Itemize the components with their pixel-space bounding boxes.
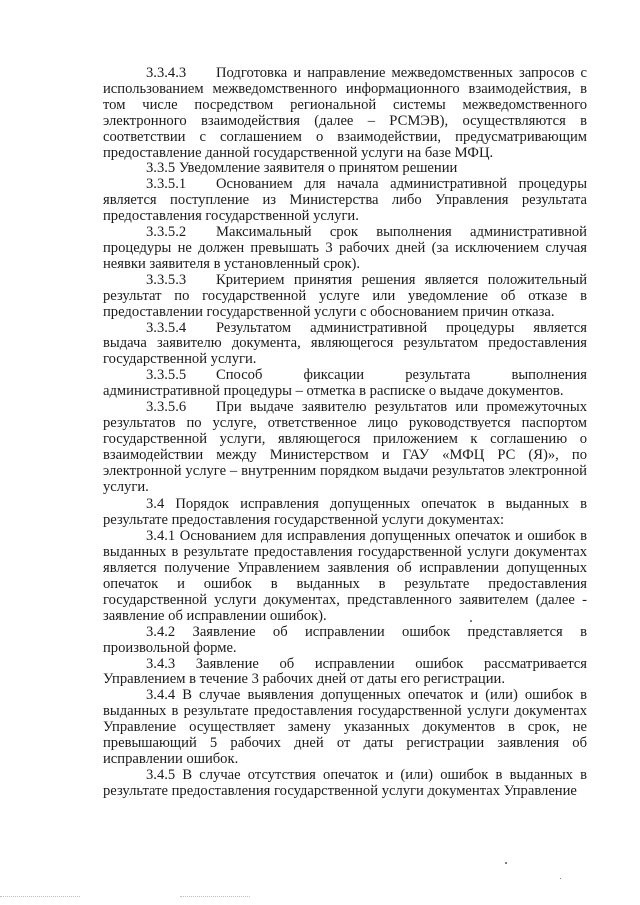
paragraph-number: 3.3.5.2	[146, 224, 187, 241]
paragraph-number: 3.3.5.3	[146, 271, 187, 288]
paragraph-3-3-5-6	[103, 400, 587, 495]
scan-edge-line	[180, 896, 250, 897]
paragraph-3-3-5-1	[103, 177, 587, 225]
paragraph-text: 3.4.5 В случае отсутствия опечаток и (или) ошибок в выданных в результате предоставления государственной услуги документах Управление	[103, 766, 587, 799]
paragraph-text: 3.4.1 Основанием для исправления допущенных опечаток и ошибок в выданных в результате предоставления государственной услуги документах является получение Управлением заявления об исправлении допущенных опечаток и ошибок в выданных в результате предоставления государственной услуги документах, представленного заявителем (далее - заявление об исправлении ошибок).	[103, 528, 587, 624]
document-body	[103, 66, 587, 800]
paragraph-3-3-4-3	[103, 66, 587, 161]
paragraph-text: 3.4.2 Заявление об исправлении ошибок представляется в произвольной форме.	[103, 623, 587, 656]
paragraph-text: Способ фиксации результата выполнения административной процедуры – отметка в расписке о выдаче документов.	[103, 367, 587, 400]
paragraph-3-4-4	[103, 688, 587, 768]
paragraph-3-4-1	[103, 529, 587, 624]
paragraph-3-4-2	[103, 625, 587, 657]
paragraph-3-3-5	[103, 161, 587, 177]
paragraph-3-4	[103, 497, 587, 529]
paragraph-number: 3.3.5.6	[146, 399, 187, 416]
paragraph-number: 3.3.5.4	[146, 319, 187, 336]
paragraph-number: 3.3.5.5	[146, 367, 187, 384]
paragraph-text: 3.4.3 Заявление об исправлении ошибок рассматривается Управлением в течение 3 рабочих дней от даты его регистрации.	[103, 655, 587, 688]
paragraph-3-4-5	[103, 768, 587, 800]
paragraph-text: 3.4.4 В случае выявления допущенных опечаток и (или) ошибок в выданных в результате предоставления государственной услуги документах Управление осуществляет замену указанных документов в срок, не превышающий 5 рабочих дней от даты регистрации заявления об исправлении ошибок.	[103, 687, 587, 767]
paragraph-3-4-3	[103, 657, 587, 689]
paragraph-text: Подготовка и направление межведомственных запросов с использованием межведомственного информационного взаимодействия, в том числе посредством региональной системы межведомственного электронного взаимодействия (далее – РСМЭВ), осуществляются в соответствии с соглашением о взаимодействии, предусматривающим предоставление данной государственной услуги на базе МФЦ.	[103, 65, 587, 161]
paragraph-text: 3.4 Порядок исправления допущенных опечаток в выданных в результате предоставления государственной услуги документах:	[103, 496, 587, 529]
paragraph-3-3-5-4	[103, 321, 587, 369]
paragraph-text: Критерием принятия решения является положительный результат по государственной услуге или уведомление об отказе в предоставлении государственной услуги с обоснованием причин отказа.	[103, 271, 587, 320]
paragraph-number: 3.3.5.1	[146, 176, 187, 193]
paragraph-3-3-5-3	[103, 273, 587, 321]
paragraph-number: 3.3.4.3	[146, 65, 187, 81]
paragraph-text: 3.3.5 Уведомление заявителя о принятом решении	[146, 160, 458, 177]
scan-speck	[470, 620, 472, 622]
paragraph-text: Максимальный срок выполнения административной процедуры не должен превышать 3 рабочих дней (за исключением случая неявки заявителя в установленный срок).	[103, 224, 587, 272]
paragraph-3-3-5-2	[103, 225, 587, 273]
scan-speck	[560, 878, 561, 879]
scan-edge-line	[0, 896, 80, 897]
paragraph-text: При выдаче заявителю результатов или промежуточных результатов по услуге, ответственное лицо руководствуется паспортом государственной услуги, являющегося приложением к соглашению о взаимодействии между Министерством и ГАУ «МФЦ РС (Я)», по электронной услуге – внутренним порядком выдачи результатов электронной услуги.	[103, 399, 587, 495]
paragraph-3-3-5-5	[103, 368, 587, 400]
scan-speck	[505, 862, 507, 864]
paragraph-text: Результатом административной процедуры является выдача заявителю документа, являющегося результатом предоставления государственной услуги.	[103, 319, 587, 368]
paragraph-text: Основанием для начала административной процедуры является поступление из Министерства либо Управления результата предоставления государственной услуги.	[103, 176, 587, 225]
